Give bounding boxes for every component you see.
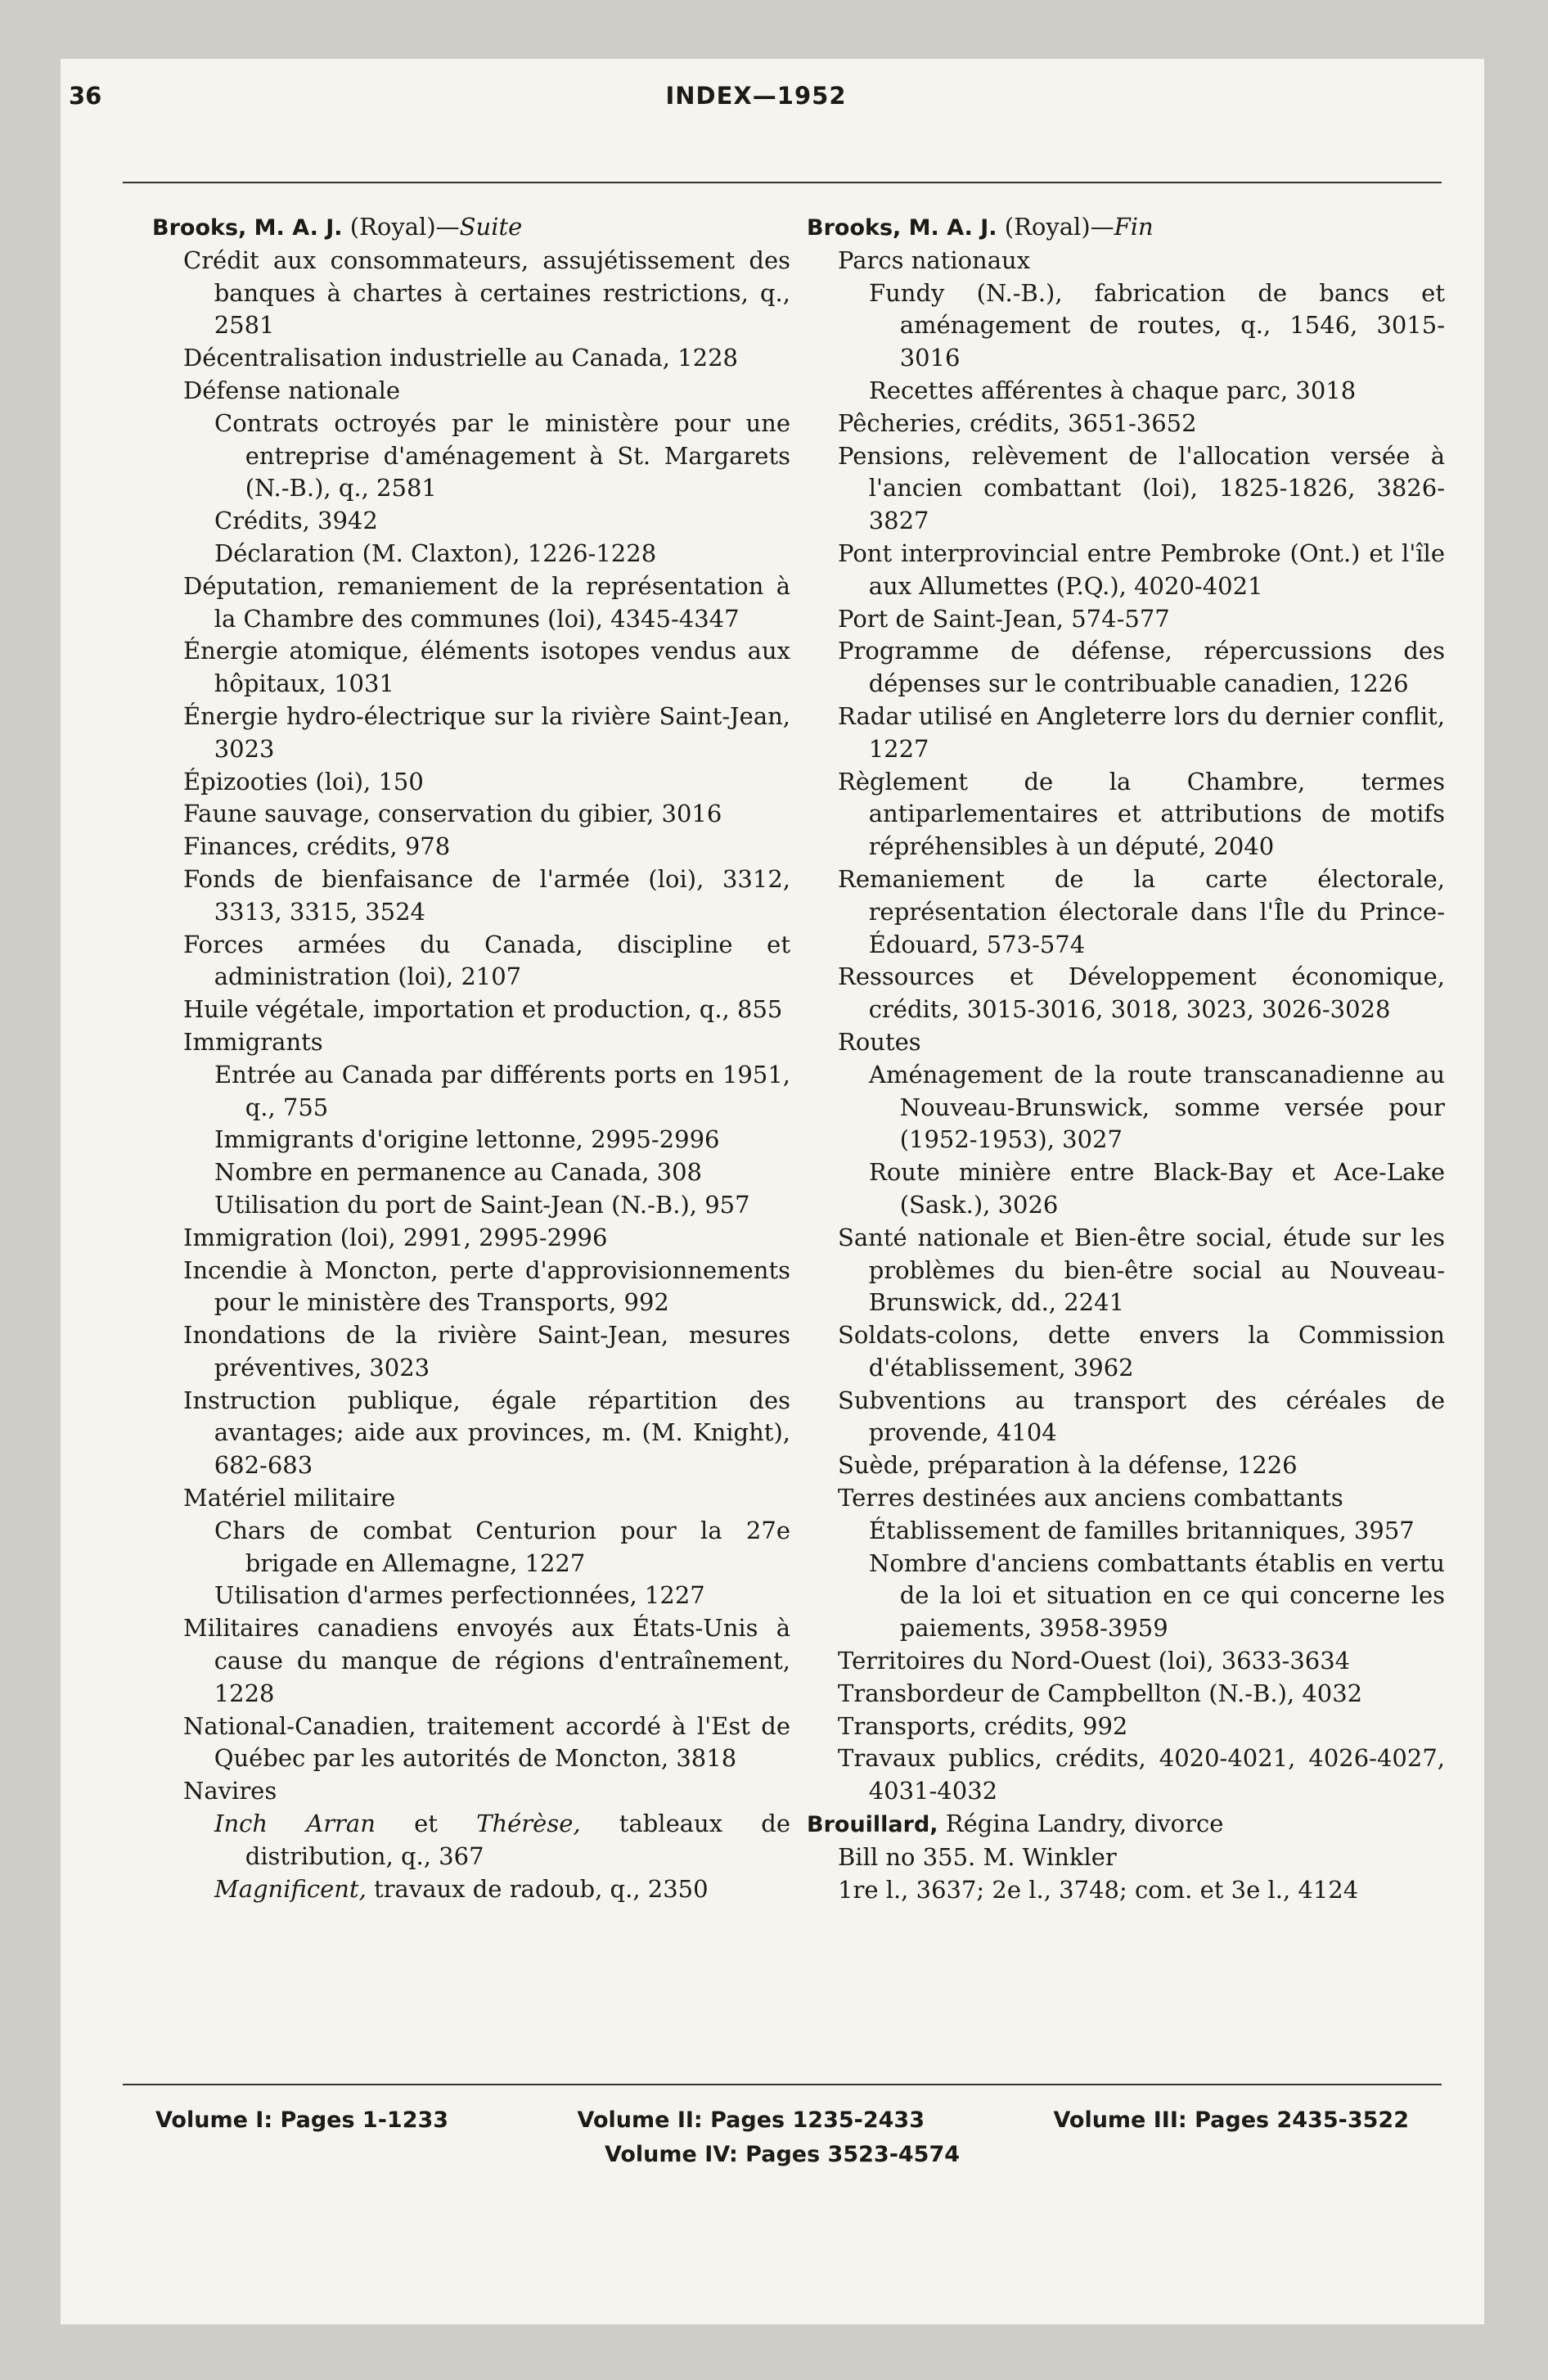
entry-text: Inondations de la rivière Saint-Jean, mesures préventives, 3023: [183, 1321, 790, 1382]
heading-text: (Royal)—: [342, 213, 460, 241]
volume-4-label: Volume IV: Pages 3523-4574: [604, 2142, 961, 2167]
entry-text: Remaniement de la carte électorale, représentation électorale dans l'Île du Prince-Édouard, 573-574: [838, 864, 1445, 958]
index-entry: [838, 440, 1445, 538]
entry-text: Immigrants d'origine lettonne, 2995-2996: [214, 1125, 720, 1154]
volume-1-label: Volume I: Pages 1-1233: [155, 2107, 449, 2133]
entry-italic: Magnificent,: [214, 1874, 367, 1903]
entry-text: Aménagement de la route transcanadienne au Nouveau-Brunswick, somme versée pour (1952-1953), 3027: [869, 1060, 1445, 1154]
index-entry: [183, 245, 790, 342]
heading-name: Brooks, M. A. J.: [152, 215, 343, 241]
index-entry: [183, 798, 790, 831]
entry-text: Radar utilisé en Angleterre lors du dernier conflit, 1227: [838, 701, 1445, 763]
index-entry: [183, 635, 790, 701]
index-entry: [183, 1482, 790, 1515]
entry-text: Crédits, 3942: [214, 507, 378, 535]
index-entry: [838, 701, 1445, 766]
index-entry: [838, 245, 1445, 277]
left-column: [152, 211, 790, 1905]
index-entry: [838, 1026, 1445, 1059]
entry-text: National-Canadien, traitement accordé à l'Est de Québec par les autorités de Moncton, 3818: [183, 1711, 790, 1773]
entry-text: Épizooties (loi), 150: [183, 767, 424, 796]
heading-name: Brooks, M. A. J.: [807, 215, 997, 241]
entry-text: Députation, remaniement de la représentation à la Chambre des communes (loi), 4345-4347: [183, 571, 790, 633]
index-entry: [214, 505, 790, 538]
entry-text: Terres destinées aux anciens combattants: [838, 1484, 1343, 1512]
entry-text: Chars de combat Centurion pour la 27e brigade en Allemagne, 1227: [214, 1516, 790, 1577]
index-entry: [869, 1515, 1445, 1548]
entry-text: Finances, crédits, 978: [183, 832, 451, 861]
index-entry: [838, 1222, 1445, 1319]
index-entry: [183, 342, 790, 375]
entry-text: Ressources et Développement économique, crédits, 3015-3016, 3018, 3023, 3026-3028: [838, 962, 1445, 1024]
index-entry: [183, 831, 790, 863]
entry-text: Matériel militaire: [183, 1484, 396, 1512]
entry-text: Parcs nationaux: [838, 246, 1031, 274]
entry-text: Soldats-colons, dette envers la Commission d'établissement, 3962: [838, 1321, 1445, 1382]
index-entry: [214, 1189, 790, 1222]
entry-text: tableaux de distribution, q., 367: [245, 1810, 790, 1870]
heading-italic: Suite: [459, 213, 523, 241]
index-entry: [183, 994, 790, 1026]
running-title: INDEX—1952: [665, 82, 847, 110]
entry-text: Navires: [183, 1777, 277, 1805]
index-entry: [869, 1059, 1445, 1156]
index-entry: [869, 1156, 1445, 1222]
entry-text: Nombre en permanence au Canada, 308: [214, 1158, 702, 1187]
entry-text: Subventions au transport des céréales de provende, 4104: [838, 1386, 1445, 1447]
index-entry: [183, 1385, 790, 1482]
index-entry: [838, 1841, 1445, 1874]
volume-2-label: Volume II: Pages 1235-2433: [577, 2107, 925, 2133]
index-entry: [183, 766, 790, 799]
index-entry: [838, 408, 1445, 440]
right-column: [807, 211, 1445, 1906]
entry-text: Port de Saint-Jean, 574-577: [838, 604, 1170, 633]
index-entry: [214, 1580, 790, 1612]
entry-text: Recettes afférentes à chaque parc, 3018: [869, 376, 1357, 404]
index-entry: [838, 1742, 1445, 1808]
entry-italic: Inch Arran: [214, 1810, 376, 1838]
index-heading: [152, 211, 790, 245]
heading-name: Brouillard,: [807, 1812, 938, 1838]
entry-text: Établissement de familles britanniques, 3957: [869, 1516, 1415, 1544]
index-entry: [838, 961, 1445, 1026]
index-entry: [869, 277, 1445, 375]
entry-text: Pont interprovincial entre Pembroke (Ont.) et l'île aux Allumettes (P.Q.), 4020-4021: [838, 539, 1445, 600]
index-entry: [183, 570, 790, 636]
heading-text: (Royal)—: [997, 213, 1114, 241]
index-entry: [869, 1548, 1445, 1645]
index-entry: [838, 1874, 1445, 1907]
entry-italic: Thérèse,: [476, 1810, 581, 1838]
entry-text: Santé nationale et Bien-être social, étude sur les problèmes du bien-être social au Nouveau-Brunswick, dd., 2241: [838, 1223, 1445, 1317]
index-entry: [214, 1156, 790, 1189]
index-entry: [214, 538, 790, 570]
index-entry: [869, 375, 1445, 408]
index-entry: [838, 1449, 1445, 1482]
index-heading: [807, 1808, 1445, 1841]
entry-text: Faune sauvage, conservation du gibier, 3016: [183, 800, 722, 828]
index-entry: [183, 863, 790, 929]
entry-text: Bill no 355. M. Winkler: [838, 1842, 1117, 1871]
entry-text: Programme de défense, répercussions des dépenses sur le contribuable canadien, 1226: [838, 637, 1445, 698]
entry-text: 1re l., 3637; 2e l., 3748; com. et 3e l., 4124: [838, 1875, 1359, 1904]
entry-text: Entrée au Canada par différents ports en 1951, q., 755: [214, 1060, 790, 1121]
entry-text: Déclaration (M. Claxton), 1226-1228: [214, 539, 657, 567]
index-entry: [183, 1319, 790, 1385]
entry-text: Fonds de bienfaisance de l'armée (loi), 3312, 3313, 3315, 3524: [183, 864, 790, 926]
entry-text: Énergie hydro-électrique sur la rivière Saint-Jean, 3023: [183, 701, 790, 763]
entry-text: Huile végétale, importation et production, q., 855: [183, 995, 783, 1024]
index-entry: [838, 1645, 1445, 1678]
volume-3-label: Volume III: Pages 2435-3522: [1053, 2107, 1409, 2133]
entry-text: Militaires canadiens envoyés aux États-Unis à cause du manque de régions d'entraînement, 1228: [183, 1614, 790, 1707]
index-entry: [838, 1711, 1445, 1743]
entry-text: Crédit aux consommateurs, assujétissement des banques à chartes à certaines restrictions, q., 2581: [183, 246, 790, 340]
index-entry: [838, 635, 1445, 701]
entry-text: Fundy (N.-B.), fabrication de bancs et aménagement de routes, q., 1546, 3015-3016: [869, 278, 1445, 372]
entry-text: Territoires du Nord-Ouest (loi), 3633-3634: [838, 1647, 1351, 1675]
entry-text: Règlement de la Chambre, termes antiparlementaires et attributions de motifs répréhensibles à un député, 2040: [838, 767, 1445, 861]
page-number: 36: [69, 82, 102, 110]
entry-text: et: [375, 1810, 477, 1838]
entry-text: Défense nationale: [183, 376, 401, 404]
entry-text: Utilisation d'armes perfectionnées, 1227: [214, 1581, 705, 1610]
entry-text: Transbordeur de Campbellton (N.-B.), 4032: [838, 1679, 1363, 1707]
entry-text: Utilisation du port de Saint-Jean (N.-B.), 957: [214, 1190, 750, 1219]
index-entry: [838, 538, 1445, 603]
page-header: [69, 82, 1443, 131]
heading-text: Régina Landry, divorce: [938, 1810, 1224, 1838]
volume-footer: [123, 2103, 1442, 2172]
top-rule: [123, 182, 1442, 183]
entry-text: Pensions, relèvement de l'allocation versée à l'ancien combattant (loi), 1825-1826, 3826-3827: [838, 441, 1445, 535]
index-entry: [838, 1678, 1445, 1711]
entry-text: Forces armées du Canada, discipline et administration (loi), 2107: [183, 930, 790, 991]
index-entry: [183, 929, 790, 994]
entry-text: Incendie à Moncton, perte d'approvisionnements pour le ministère des Transports, 992: [183, 1255, 790, 1317]
entry-text: Immigrants: [183, 1027, 323, 1056]
entry-text: Décentralisation industrielle au Canada, 1228: [183, 344, 738, 372]
entry-text: travaux de radoub, q., 2350: [366, 1874, 709, 1903]
index-entry: [183, 701, 790, 766]
index-entry: [214, 1873, 790, 1906]
index-entry: [214, 1059, 790, 1125]
index-entry: [838, 863, 1445, 961]
entry-text: Transports, crédits, 992: [838, 1711, 1128, 1740]
index-entry: [183, 1026, 790, 1059]
index-entry: [838, 1482, 1445, 1515]
entry-text: Contrats octroyés par le ministère pour une entreprise d'aménagement à St. Margarets (N.-B.), q., 2581: [214, 408, 790, 503]
index-entry: [183, 1612, 790, 1710]
index-entry: [214, 1515, 790, 1580]
entry-text: Pêcheries, crédits, 3651-3652: [838, 408, 1197, 437]
index-entry: [183, 1775, 790, 1808]
index-entry: [214, 408, 790, 505]
bottom-rule: [123, 2084, 1442, 2085]
entry-text: Énergie atomique, éléments isotopes vendus aux hôpitaux, 1031: [183, 637, 790, 698]
entry-text: Travaux publics, crédits, 4020-4021, 4026-4027, 4031-4032: [838, 1744, 1445, 1805]
entry-text: Suède, préparation à la défense, 1226: [838, 1451, 1298, 1480]
index-entry: [838, 766, 1445, 863]
index-heading: [807, 211, 1445, 245]
heading-italic: Fin: [1114, 213, 1154, 241]
index-entry: [183, 375, 790, 408]
index-entry: [183, 1222, 790, 1255]
index-entry: [838, 1385, 1445, 1450]
index-entry: [183, 1711, 790, 1776]
index-entry: [183, 1255, 790, 1320]
entry-text: Immigration (loi), 2991, 2995-2996: [183, 1223, 608, 1251]
entry-text: Route minière entre Black-Bay et Ace-Lake (Sask.), 3026: [869, 1158, 1445, 1219]
entry-text: Routes: [838, 1027, 921, 1056]
index-entry: [214, 1124, 790, 1156]
index-entry: [838, 1319, 1445, 1385]
entry-text: Instruction publique, égale répartition des avantages; aide aux provinces, m. (M. Knight), 682-683: [183, 1386, 790, 1480]
index-entry: [214, 1808, 790, 1873]
index-entry: [838, 603, 1445, 636]
entry-text: Nombre d'anciens combattants établis en vertu de la loi et situation en ce qui concerne les paiements, 3958-3959: [869, 1548, 1445, 1643]
